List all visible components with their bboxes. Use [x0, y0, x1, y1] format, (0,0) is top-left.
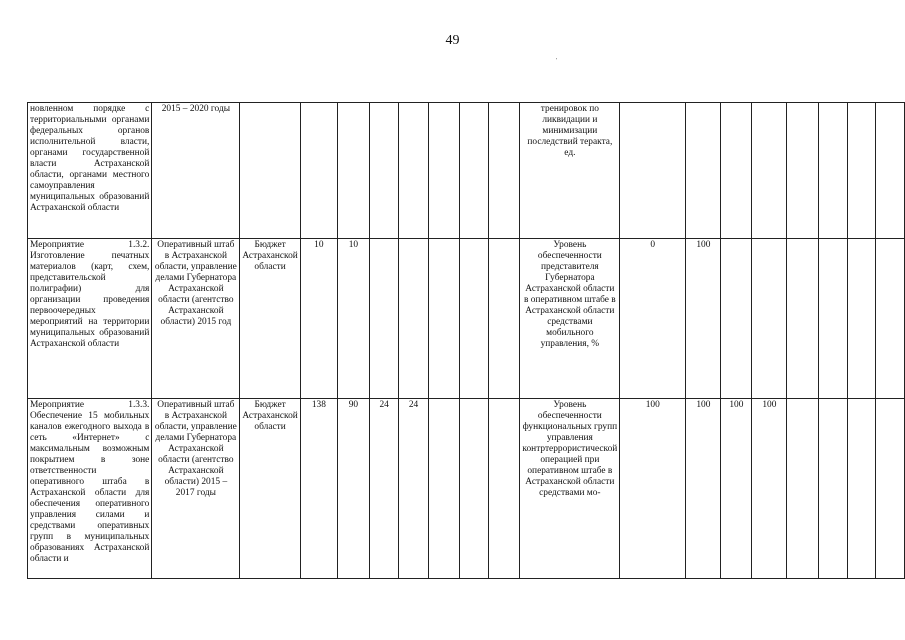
target-cell — [752, 103, 787, 239]
target-cell: 100 — [620, 399, 686, 579]
target-cell — [721, 103, 752, 239]
target-cell — [848, 399, 876, 579]
measure-name: Мероприятие 1.3.3. Обеспечение 15 мобильных каналов ежегодного выхода в сеть «Интернет» с максимальным возможным покрытием в зоне ответственности оперативного штаба в Астраханской области для обеспечения оперативного управления силами и средствами оперативных групп в муниципальных образованиях Астраханской области и — [28, 399, 152, 579]
indicator-name: Уровень обеспеченности функциональных групп управления контртеррористической операцией при оперативном штабе в Астраханской области средствами мо- — [520, 399, 620, 579]
value-cell — [369, 103, 398, 239]
target-cell — [686, 103, 721, 239]
value-cell — [399, 239, 428, 399]
value-cell: 90 — [337, 399, 369, 579]
value-cell — [489, 103, 520, 239]
target-cell — [876, 399, 905, 579]
scan-speck: ' — [556, 58, 558, 64]
financing-source: Бюджет Астраханской области — [240, 239, 300, 399]
target-cell — [818, 239, 847, 399]
target-cell: 100 — [686, 239, 721, 399]
target-cell — [787, 399, 818, 579]
table-row — [28, 239, 905, 399]
value-cell — [428, 399, 459, 579]
value-cell: 24 — [369, 399, 398, 579]
indicator-name: Уровень обеспеченности представителя Губернатора Астраханской области в оперативном штабе в Астраханской области средствами мобильного управления, % — [520, 239, 620, 399]
target-cell — [876, 103, 905, 239]
value-cell — [459, 103, 488, 239]
value-cell: 24 — [399, 399, 428, 579]
indicator-name: тренировок по ликвидации и минимизации последствий теракта, ед. — [520, 103, 620, 239]
value-cell — [399, 103, 428, 239]
table-row — [28, 103, 905, 239]
value-cell — [489, 239, 520, 399]
target-cell — [787, 239, 818, 399]
financing-source — [240, 103, 300, 239]
value-cell — [428, 103, 459, 239]
measure-name: новленном порядке с территориальными органами федеральных органов исполнительной власти, органами государственной власти Астраханской области, органами местного самоуправления муниципальных образований Астраханской области — [28, 103, 152, 239]
value-cell — [459, 399, 488, 579]
target-cell — [721, 239, 752, 399]
value-cell — [428, 239, 459, 399]
target-cell: 0 — [620, 239, 686, 399]
target-cell — [848, 103, 876, 239]
target-cell — [818, 399, 847, 579]
target-cell — [848, 239, 876, 399]
value-cell: 10 — [337, 239, 369, 399]
table-row — [28, 399, 905, 579]
value-cell — [369, 239, 398, 399]
target-cell — [787, 103, 818, 239]
value-cell — [459, 239, 488, 399]
target-cell: 100 — [686, 399, 721, 579]
financing-source: Бюджет Астраханской области — [240, 399, 300, 579]
page-number: 49 — [445, 33, 460, 48]
executor-and-period: Оперативный штаб в Астраханской области, управление делами Губернатора Астраханской области (агентство Астраханской области) 2015 – 2017 годы — [152, 399, 240, 579]
target-cell — [620, 103, 686, 239]
target-cell — [818, 103, 847, 239]
value-cell: 138 — [300, 399, 337, 579]
value-cell — [300, 103, 337, 239]
target-cell: 100 — [721, 399, 752, 579]
target-cell — [876, 239, 905, 399]
target-cell: 100 — [752, 399, 787, 579]
value-cell — [489, 399, 520, 579]
value-cell: 10 — [300, 239, 337, 399]
target-cell — [752, 239, 787, 399]
value-cell — [337, 103, 369, 239]
executor-and-period: 2015 – 2020 годы — [152, 103, 240, 239]
program-table — [27, 102, 905, 579]
measure-name: Мероприятие 1.3.2. Изготовление печатных материалов (карт, схем, представительской полиграфии) для организации проведения первоочередных мероприятий на территории муниципальных образований Астраханской области — [28, 239, 152, 399]
executor-and-period: Оперативный штаб в Астраханской области, управление делами Губернатора Астраханской области (агентство Астраханской области) 2015 год — [152, 239, 240, 399]
